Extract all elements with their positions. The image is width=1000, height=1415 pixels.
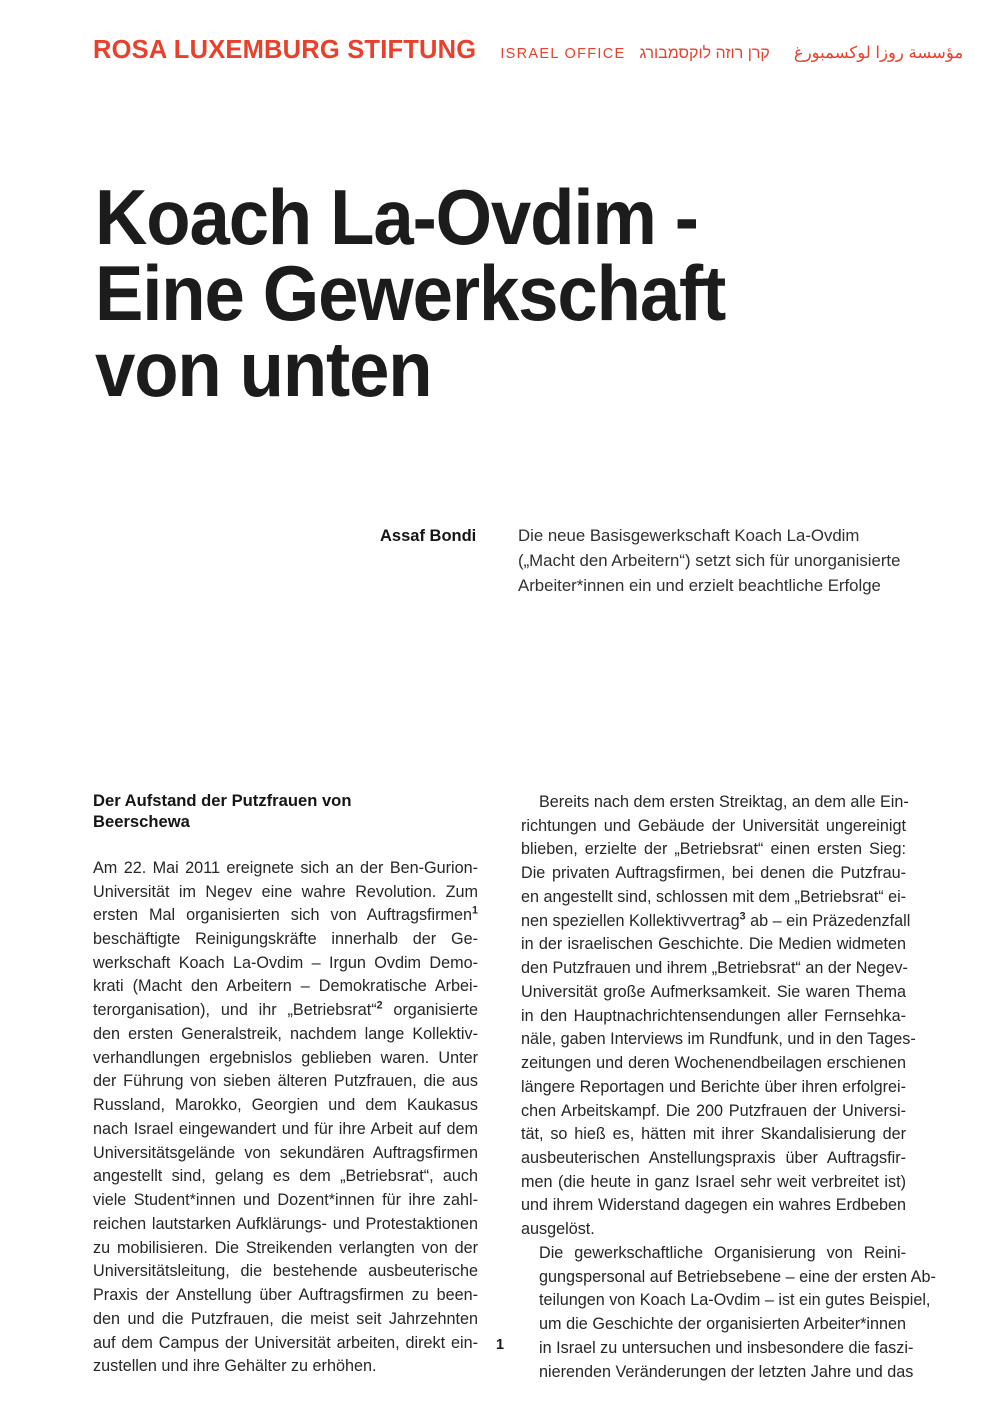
paragraph-right-2 bbox=[521, 1242, 936, 1384]
paragraph-left-1 bbox=[93, 857, 478, 1379]
text-line: in der israelischen Geschichte. Die Medien widmeten bbox=[521, 935, 906, 954]
section-heading bbox=[93, 791, 478, 833]
text-line bbox=[93, 904, 478, 928]
text-line: Universität große Aufmerksamkeit. Sie waren Thema bbox=[521, 982, 906, 1001]
footnote-marker-1: 1 bbox=[472, 904, 478, 917]
text-line: Bereits nach dem ersten Streiktag, an dem alle Ein- bbox=[539, 793, 909, 811]
footnote-marker-3: 3 bbox=[739, 910, 746, 923]
section-heading-line-1: Der Aufstand der Putzfrauen von bbox=[93, 791, 352, 810]
page-number: 1 bbox=[495, 1337, 505, 1353]
text-line-tail: organisierte bbox=[393, 1001, 478, 1020]
text-line: nach Israel eingewandert und für ihre Arbeit auf dem bbox=[93, 1119, 478, 1138]
text-line: tät, so hieß es, hätten mit ihrer Skandalisierung der bbox=[521, 1125, 906, 1144]
page-title-line-1: Koach La-Ovdim - bbox=[95, 173, 698, 262]
text-line: men (die heute in ganz Israel sehr weit verbreitet ist) bbox=[521, 1172, 906, 1191]
text-line: krati (Macht den Arbeitern – Demokratische Arbei- bbox=[93, 977, 478, 996]
page-title bbox=[95, 173, 830, 413]
text-line: Russland, Marokko, Georgien und dem Kaukasus bbox=[93, 1096, 478, 1115]
text-line: den und die Putzfrauen, die meist seit Jahrzehnten bbox=[93, 1309, 478, 1328]
text-line: ausbeuterischen Anstellungspraxis über Auftragsfir- bbox=[521, 1149, 906, 1168]
text-line bbox=[521, 910, 911, 934]
text-line-body: ersten Mal organisierten sich von Auftragsfirmen bbox=[93, 906, 473, 925]
text-line: zeitungen und deren Wochenendbeilagen erschienen bbox=[521, 1054, 906, 1073]
text-line: Die gewerkschaftliche Organisierung von Reini- bbox=[539, 1243, 906, 1262]
office-label-english: ISRAEL OFFICE bbox=[500, 46, 626, 62]
column-right bbox=[521, 791, 936, 1384]
text-line: ausgelöst. bbox=[521, 1220, 595, 1239]
text-line: den ersten Generalstreik, nachdem lange Kollektiv- bbox=[93, 1024, 478, 1043]
text-line: auf dem Campus der Universität arbeiten, direkt ein- bbox=[93, 1333, 478, 1352]
text-line: teilungen von Koach La-Ovdim – ist ein gutes Beispiel, bbox=[539, 1291, 931, 1310]
text-line: blieben, erzielte der „Betriebsrat“ einen ersten Sieg: bbox=[521, 840, 906, 859]
paragraph-right-1 bbox=[521, 791, 916, 1242]
text-line-body: nen speziellen Kollektivvertrag bbox=[521, 911, 740, 930]
standfirst-text: Die neue Basisgewerkschaft Koach La-Ovdim („Macht den Arbeitern“) setzt sich für unorganisierte Arbeiter*innen ein und erzielt beachtliche Erfolge bbox=[518, 526, 901, 595]
text-line: chen Arbeitskampf. Die 200 Putzfrauen der Universi- bbox=[521, 1101, 906, 1120]
text-line: und ihrem Widerstand dagegen ein wahres Erdbeben bbox=[521, 1196, 906, 1215]
text-line: längere Reportagen und Berichte über ihren erfolgrei- bbox=[521, 1077, 906, 1096]
text-line: angestellt sind, gelang es dem „Betriebsrat“, auch bbox=[93, 1167, 478, 1186]
page-title-line-2: Eine Gewerkschaft bbox=[95, 248, 726, 337]
text-line: en angestellt sind, schlossen mit dem „Betriebsrat“ ei- bbox=[521, 887, 907, 906]
column-left bbox=[93, 791, 478, 1379]
byline-author: Assaf Bondi bbox=[380, 527, 477, 545]
text-line-body: terorganisation), und ihr „Betriebsrat“ bbox=[93, 1001, 377, 1020]
text-line: Universitätsgelände von sekundären Auftragsfirmen bbox=[93, 1143, 478, 1162]
text-line: verhandlungen ergebnislos geblieben waren. Unter bbox=[93, 1048, 478, 1067]
text-line: um die Geschichte der organisierten Arbeiter*innen bbox=[539, 1315, 906, 1334]
text-line bbox=[93, 999, 478, 1023]
standfirst bbox=[380, 524, 920, 599]
office-label-hebrew: קרן רוזה לוקסמבורג bbox=[639, 45, 770, 62]
page-title-line-3: von unten bbox=[95, 324, 432, 413]
text-line: in Israel zu untersuchen und insbesondere die faszi- bbox=[539, 1338, 914, 1357]
masthead bbox=[93, 36, 964, 66]
text-line: Die privaten Auftragsfirmen, bei denen die Putzfrau- bbox=[521, 864, 906, 883]
text-line: der Führung von sieben älteren Putzfrauen, die aus bbox=[93, 1072, 478, 1091]
text-line: Universität im Negev eine wahre Revolution. Zum bbox=[93, 882, 478, 901]
organization-logo-wordmark: ROSA LUXEMBURG STIFTUNG bbox=[93, 36, 477, 64]
text-line: zu mobilisieren. Die Streikenden verlangten von der bbox=[93, 1238, 478, 1257]
office-designations bbox=[500, 43, 963, 63]
text-line: in den Hauptnachrichtensendungen aller Fernsehka- bbox=[521, 1006, 906, 1025]
text-line: gungspersonal auf Betriebsebene – eine der ersten Ab- bbox=[539, 1267, 936, 1286]
text-line: Universitätsleitung, die bestehende ausbeuterische bbox=[93, 1262, 478, 1281]
text-line: reichen lautstarken Aufklärungs- und Protestaktionen bbox=[93, 1214, 478, 1233]
office-label-arabic: مؤسسة روزا لوكسمبورغ bbox=[793, 44, 964, 62]
text-line-tail: ab – ein Präzedenzfall bbox=[750, 911, 911, 930]
section-heading-line-2: Beerschewa bbox=[93, 811, 190, 831]
text-line: Praxis der Anstellung über Auftragsfirmen zu been- bbox=[93, 1286, 478, 1305]
text-line: zustellen und ihre Gehälter zu erhöhen. bbox=[93, 1357, 377, 1376]
footnote-marker-2: 2 bbox=[376, 999, 383, 1012]
text-line: näle, gaben Interviews im Rundfunk, und in den Tages- bbox=[521, 1030, 916, 1049]
text-line: werkschaft Koach La-Ovdim – Irgun Ovdim Demo- bbox=[93, 953, 478, 972]
text-line: richtungen und Gebäude der Universität ungereinigt bbox=[521, 816, 906, 835]
text-line: Am 22. Mai 2011 ereignete sich an der Ben-Gurion- bbox=[93, 858, 478, 877]
text-line: den Putzfrauen und ihrem „Betriebsrat“ an der Negev- bbox=[521, 959, 908, 978]
text-line: beschäftigte Reinigungskräfte innerhalb der Ge- bbox=[93, 930, 478, 949]
text-line: viele Student*innen und Dozent*innen für ihre zahl- bbox=[93, 1191, 478, 1210]
text-line: nierenden Veränderungen der letzten Jahre und das bbox=[539, 1362, 914, 1381]
